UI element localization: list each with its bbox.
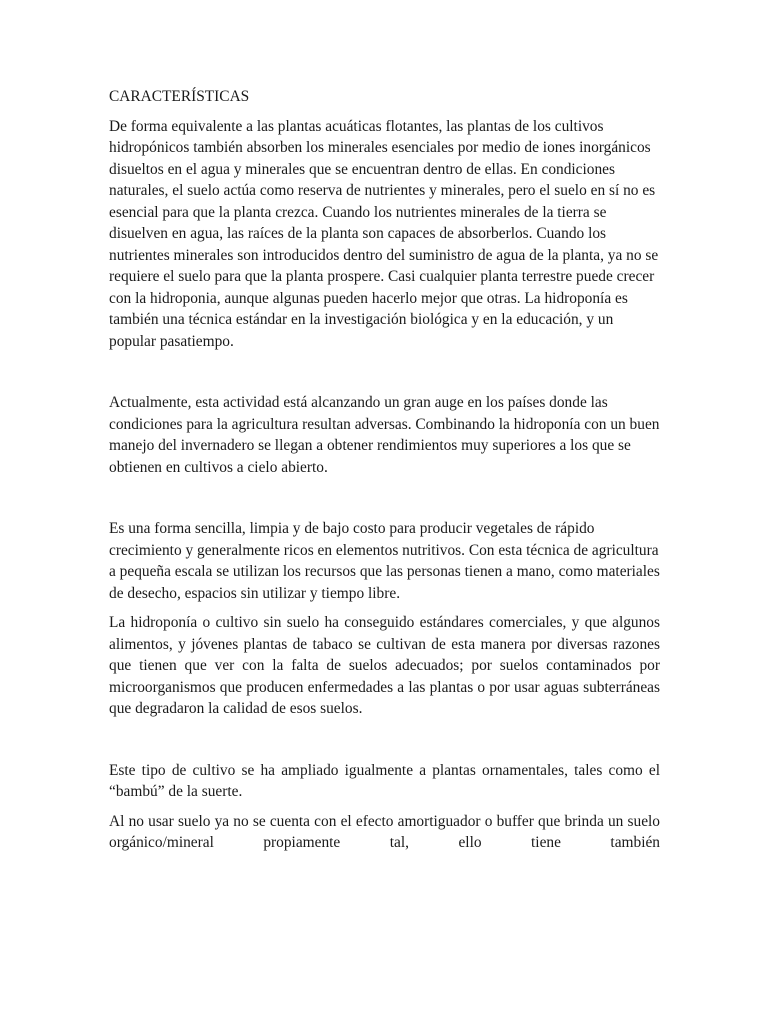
paragraph-commercial-standards: La hidroponía o cultivo sin suelo ha conseguido estándares comerciales, y que algunos alimentos, y jóvenes plantas de tabaco se cultivan de esta manera por diversas razones que tienen que ver con la falta de suelos adecuados; por suelos contaminados por microorganismos que producen enfermedades a las plantas o por usar aguas subterráneas que degradaron la calidad de esos suelos. bbox=[109, 614, 660, 717]
paragraph-buffer-effect: Al no usar suelo ya no se cuenta con el efecto amortiguador o buffer que brinda un suelo orgánico/mineral propiamente tal, ello tiene también bbox=[109, 812, 660, 851]
paragraph-current-growth: Actualmente, esta actividad está alcanzando un gran auge en los países donde las condiciones para la agricultura resultan adversas. Combinando la hidroponía con un buen manejo del invernadero se llegan a obtener rendimientos muy superiores a los que se obtienen en cultivos a cielo abierto. bbox=[109, 394, 660, 476]
section-heading: CARACTERÍSTICAS bbox=[109, 88, 250, 105]
paragraph-simple-method: Es una forma sencilla, limpia y de bajo costo para producir vegetales de rápido crecimiento y generalmente ricos en elementos nutritivos. Con esta técnica de agricultura a pequeña escala se utilizan los recursos que las personas tienen a mano, como materiales de desecho, espacios sin utilizar y tiempo libre. bbox=[109, 520, 660, 602]
paragraph-plant-nutrition: De forma equivalente a las plantas acuáticas flotantes, las plantas de los cultivos hidropónicos también absorben los minerales esenciales por medio de iones inorgánicos disueltos en el agua y minerales que se encuentran dentro de ellas. En condiciones naturales, el suelo actúa como reserva de nutrientes y minerales, pero el suelo en sí no es esencial para que la planta crezca. Cuando los nutrientes minerales de la tierra se disuelven en agua, las raíces de la planta son capaces de absorberlos. Cuando los nutrientes minerales son introducidos dentro del suministro de agua de la planta, ya no se requiere el suelo para que la planta prospere. Casi cualquier planta terrestre puede crecer con la hidroponia, aunque algunas pueden hacerlo mejor que otras. La hidroponía es también una técnica estándar en la investigación biológica y en la educación, y un popular pasatiempo. bbox=[109, 117, 659, 350]
document-body bbox=[109, 86, 660, 854]
paragraph-ornamental-plants: Este tipo de cultivo se ha ampliado igualmente a plantas ornamentales, tales como el “bambú” de la suerte. bbox=[109, 761, 660, 800]
